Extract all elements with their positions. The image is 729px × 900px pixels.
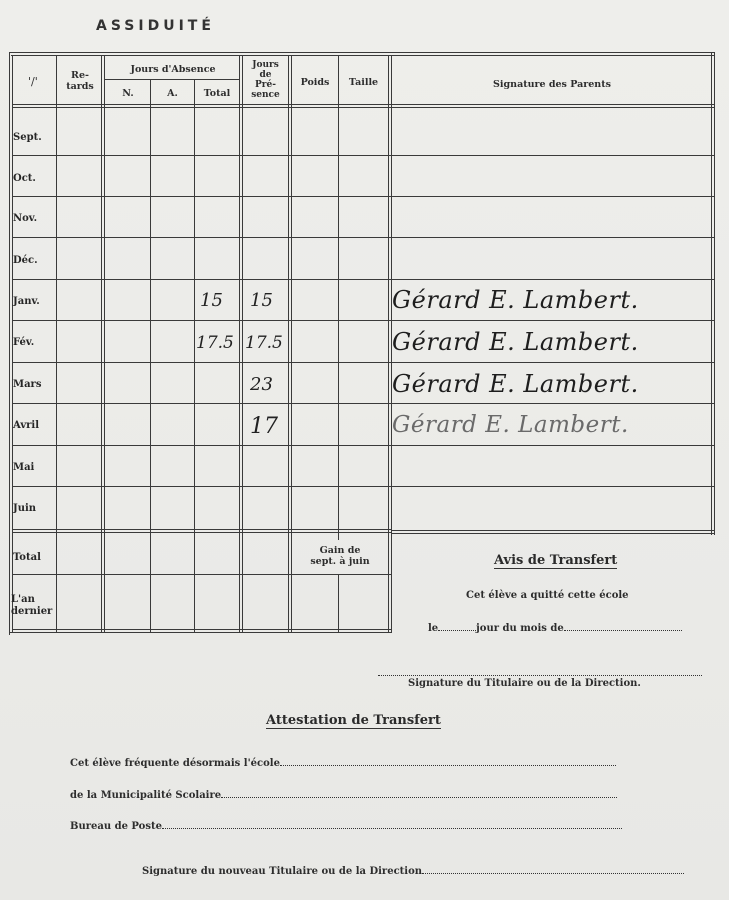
header-retards: Re- tards <box>66 70 94 92</box>
month-mars: Mars <box>13 379 42 390</box>
row-total-label: Total <box>13 552 41 563</box>
attestation-signature: Signature du nouveau Titulaire ou de la Direction <box>142 865 684 877</box>
signature-mars: Gérard E. Lambert. <box>392 370 639 398</box>
janv-presence-value: 15 <box>250 290 273 311</box>
month-janv: Janv. <box>13 296 40 307</box>
header-poids: Poids <box>300 77 330 88</box>
header-n: N. <box>122 88 134 99</box>
attestation-line2: de la Municipalité Scolaire <box>70 789 617 801</box>
header-total: Total <box>203 88 231 99</box>
month-avril: Avril <box>13 420 40 431</box>
transfer-signature-label: Signature du Titulaire ou de la Direction. <box>408 678 641 689</box>
row-last-year-label: L'an dernier <box>11 594 53 617</box>
header-jours-absence: Jours d'Absence <box>130 64 216 75</box>
month-fev: Fév. <box>13 337 35 348</box>
mars-presence-value: 23 <box>250 374 273 395</box>
transfer-jour-label: jour du mois de <box>476 623 564 634</box>
form-title: ASSIDUITÉ <box>96 18 215 34</box>
month-sept: Sept. <box>13 132 42 143</box>
month-dec: Déc. <box>13 255 38 266</box>
transfer-notice-line1: Cet élève a quitté cette école <box>466 590 629 601</box>
fev-total-value: 17.5 <box>196 333 234 353</box>
janv-total-value: 15 <box>200 290 223 311</box>
month-mai: Mai <box>13 462 35 473</box>
attestation-title: Attestation de Transfert <box>266 713 441 728</box>
month-oct: Oct. <box>13 173 36 184</box>
attestation-line1: Cet élève fréquente désormais l'école <box>70 757 616 769</box>
header-taille: Taille <box>348 77 379 88</box>
gain-label: Gain de sept. à juin <box>310 545 370 567</box>
month-nov: Nov. <box>13 213 38 224</box>
attestation-line3: Bureau de Poste <box>70 820 622 832</box>
transfer-le-label: le <box>428 623 439 634</box>
header-jours-presence: Jours de Pré- sence <box>251 60 280 100</box>
header-a: A. <box>167 88 178 99</box>
header-signature: Signature des Parents <box>493 79 611 90</box>
transfer-signature-line <box>378 675 702 676</box>
transfer-notice-date-line <box>428 622 682 634</box>
fev-presence-value: 17.5 <box>245 333 283 353</box>
month-juin: Juin <box>13 503 37 514</box>
avril-presence-value: 17 <box>250 414 278 439</box>
corner-mark: '/' <box>28 75 38 88</box>
signature-janv: Gérard E. Lambert. <box>392 286 639 314</box>
signature-fev: Gérard E. Lambert. <box>392 328 639 356</box>
transfer-notice-title: Avis de Transfert <box>494 553 618 568</box>
signature-avril: Gérard E. Lambert. <box>392 412 629 438</box>
